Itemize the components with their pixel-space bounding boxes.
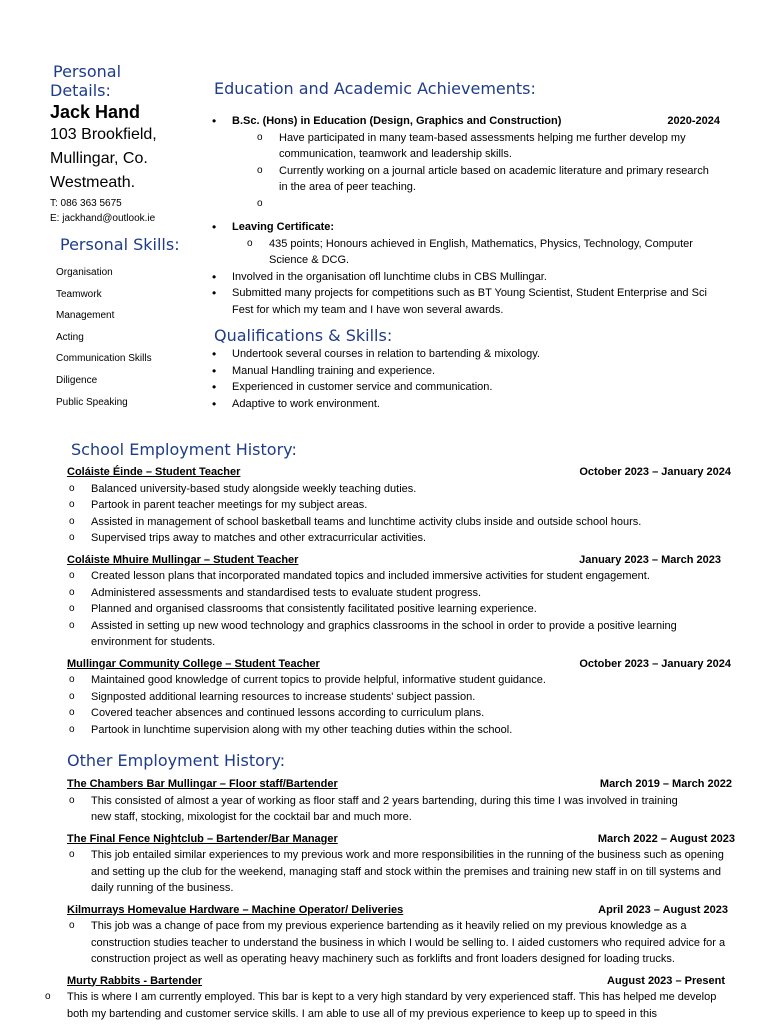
- job-entry: [67, 973, 742, 1023]
- job-point: o Partook in parent teacher meetings for my subject areas.: [67, 497, 731, 514]
- other-employment-section: [67, 776, 742, 1022]
- job-dates: August 2023 – Present: [607, 974, 725, 987]
- full-name: Jack Hand: [50, 102, 141, 122]
- degree-point: [255, 196, 720, 213]
- job-entry: [67, 656, 731, 739]
- job-point: o Assisted in management of school basketball teams and lunchtime activity clubs inside and outside school hours.: [67, 514, 731, 531]
- job-point: o This job was a change of pace from my previous experience bartending as it heavily relied on my previous knowledge as a construction studies teacher to understand the business in which I would be selling to. I aided customers who required advice for a construction project as well as operating heavy machinery such as forklifts and front loaders designed for loading trucks.: [67, 918, 728, 968]
- address: [50, 123, 210, 195]
- job-dates: October 2023 – January 2024: [579, 657, 731, 670]
- skill-item: Organisation: [56, 267, 113, 278]
- skill-item: Management: [56, 310, 115, 322]
- qualification-item: • Adaptive to work environment.: [208, 396, 720, 413]
- job-title: The Final Fence Nightclub – Bartender/Bar Manager: [67, 832, 338, 845]
- email-address: E: jackhand@outlook.ie: [50, 213, 156, 224]
- education-extra-item: • Involved in the organisation ofl lunchtime clubs in CBS Mullingar.: [208, 269, 720, 286]
- job-point: o Planned and organised classrooms that consistently facilitated positive learning experience.: [67, 601, 721, 618]
- address-line: Mullingar, Co.: [50, 150, 148, 167]
- leaving-cert-item: [208, 219, 720, 269]
- degree-dates: 2020-2024: [667, 115, 720, 127]
- qualification-item: • Experienced in customer service and communication.: [208, 379, 720, 396]
- personal-details-heading-line1: Personal: [53, 62, 122, 81]
- job-entry: [67, 776, 742, 826]
- job-title: Coláiste Éinde – Student Teacher: [67, 466, 241, 478]
- skill-item: Diligence: [56, 374, 98, 386]
- address-line: Westmeath.: [50, 174, 136, 191]
- personal-skills-heading: Personal Skills:: [60, 235, 180, 254]
- skill-item: Teamwork: [56, 288, 102, 300]
- personal-details-column: [50, 62, 210, 413]
- school-employment-heading: School Employment History:: [71, 440, 297, 459]
- job-entry: [67, 902, 742, 968]
- qualifications-heading: Qualifications & Skills:: [214, 326, 393, 345]
- job-point: o This job entailed similar experiences to my previous work and more responsibilities in the running of the business such as opening and setting up the club for the weekend, managing staff and stock within the premises and training new staff in on till systems and daily running of the business.: [67, 847, 735, 897]
- job-dates: March 2022 – August 2023: [597, 832, 735, 845]
- leaving-cert-title: • Leaving Certificate:: [232, 221, 335, 233]
- job-title: Murty Rabbits - Bartender: [67, 974, 203, 987]
- job-title: Coláiste Mhuire Mullingar – Student Teacher: [67, 553, 299, 566]
- address-line: 103 Brookfield,: [50, 126, 157, 143]
- job-dates: April 2023 – August 2023: [598, 903, 728, 916]
- job-title: Kilmurrays Homevalue Hardware – Machine Operator/ Deliveries: [67, 903, 404, 916]
- job-point: o This is where I am currently employed. This bar is kept to a very high standard by very experienced staff. This has helped me develop both my bartending and customer service skills. I am able to use all of my previous experience to keep up to speed in this: [43, 989, 725, 1022]
- degree-item: [208, 113, 720, 212]
- job-point: o Partook in lunchtime supervision along with my other teaching duties within the school.: [67, 722, 731, 739]
- skill-item: Acting: [56, 331, 84, 343]
- phone-number: T: 086 363 5675: [50, 198, 122, 209]
- skill-item: Public Speaking: [56, 396, 128, 408]
- job-point: o Assisted in setting up new wood technology and graphics classrooms in the school in order to provide a positive learning environment for students.: [67, 618, 721, 651]
- job-point: o Created lesson plans that incorporated mandated topics and included immersive activities for student engagement.: [67, 568, 721, 585]
- qualification-item: • Manual Handling training and experience.: [208, 363, 720, 380]
- other-employment-heading: Other Employment History:: [67, 751, 286, 770]
- degree-point: o Currently working on a journal article based on academic literature and primary research in the area of peer teaching.: [255, 163, 720, 196]
- degree-title: • B.Sc. (Hons) in Education (Design, Graphics and Construction): [232, 115, 562, 127]
- job-dates: March 2019 – March 2022: [599, 778, 732, 790]
- personal-details-heading-line2: Details:: [50, 81, 111, 100]
- job-title: Mullingar Community College – Student Teacher: [67, 657, 320, 670]
- school-employment-section: [67, 464, 731, 738]
- qualifications-section: [208, 346, 720, 412]
- skill-item: Communication Skills: [56, 353, 152, 365]
- personal-skills-list: [56, 262, 210, 413]
- job-dates: October 2023 – January 2024: [579, 466, 731, 478]
- job-title: The Chambers Bar Mullingar – Floor staff/Bartender: [67, 778, 338, 790]
- job-point: o Supervised trips away to matches and other extracurricular activities.: [67, 530, 731, 547]
- education-section: [208, 113, 720, 318]
- job-point: o This consisted of almost a year of working as floor staff and 2 years bartending, during this time I was involved in training new staff, stocking, mixologist for the cocktail bar and much more.: [67, 793, 697, 826]
- job-point: o Signposted additional learning resources to increase students' subject passion.: [67, 689, 731, 706]
- job-point: o Balanced university-based study alongside weekly teaching duties.: [67, 481, 731, 498]
- job-entry: [67, 464, 731, 547]
- education-heading: Education and Academic Achievements:: [214, 79, 536, 98]
- job-dates: January 2023 – March 2023: [579, 553, 721, 566]
- job-point: o Covered teacher absences and continued lessons according to curriculum plans.: [67, 705, 731, 722]
- education-extra-item: • Submitted many projects for competitions such as BT Young Scientist, Student Enterprise and Sci Fest for which my team and I have won several awards.: [208, 285, 720, 318]
- job-entry: [67, 552, 731, 651]
- leaving-cert-point: o 435 points; Honours achieved in English, Mathematics, Physics, Technology, Computer Science & DCG.: [245, 236, 715, 269]
- qualification-item: • Undertook several courses in relation to bartending & mixology.: [208, 346, 720, 363]
- degree-point: o Have participated in many team-based assessments helping me further develop my communication, teamwork and leadership skills.: [255, 130, 720, 163]
- job-point: o Administered assessments and standardised tests to evaluate student progress.: [67, 585, 721, 602]
- job-point: o Maintained good knowledge of current topics to provide helpful, informative student guidance.: [67, 672, 731, 689]
- job-entry: [67, 831, 742, 897]
